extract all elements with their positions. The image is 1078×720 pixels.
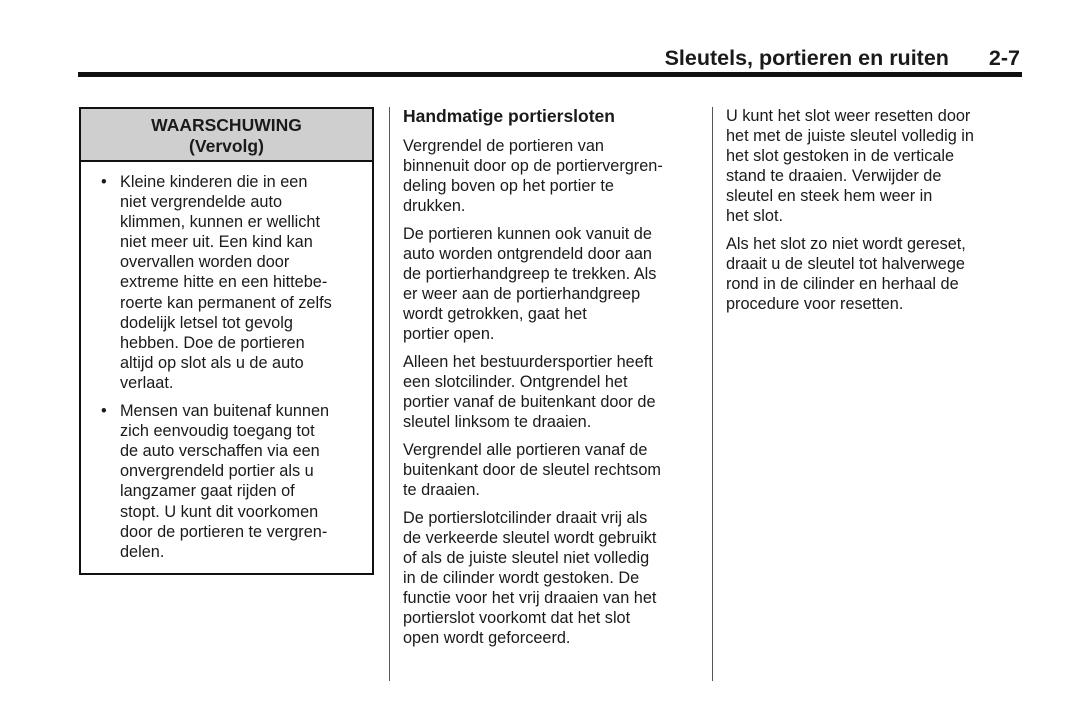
text-line: Als het slot zo niet wordt gereset,	[726, 235, 966, 253]
page-number: 2-7	[988, 46, 1020, 70]
text-line: sleutel linksom te draaien.	[403, 413, 592, 431]
text-line: portier vanaf de buitenkant door de	[403, 393, 656, 411]
column-3	[726, 106, 974, 322]
text-line: er weer aan de portierhandgreep	[403, 285, 641, 303]
text-line: het slot gestoken in de verticale	[726, 147, 955, 165]
text-line: sleutel en steek hem weer in	[726, 187, 933, 205]
warning-list-item	[81, 401, 372, 562]
section-title: Sleutels, portieren en ruiten	[664, 46, 949, 70]
column-divider	[712, 107, 713, 681]
section-heading: Handmatige portiersloten	[403, 106, 615, 126]
text-line: Alleen het bestuurdersportier heeft	[403, 353, 653, 371]
text-line: rond in de cilinder en herhaal de	[726, 275, 959, 293]
text-line: buitenkant door de sleutel rechtsom	[403, 461, 661, 479]
warning-list-item	[81, 172, 372, 393]
warning-header	[81, 109, 372, 162]
paragraph	[403, 224, 663, 344]
page-header	[665, 46, 1020, 71]
paragraph	[403, 352, 663, 432]
warning-subtitle: (Vervolg)	[189, 136, 264, 156]
bullet-icon: •	[101, 173, 107, 191]
text-line: Vergrendel de portieren van	[403, 137, 604, 155]
text-line: overvallen worden door	[120, 253, 290, 272]
text-line: langzamer gaat rijden of	[120, 482, 295, 501]
text-line: deling boven op het portier te	[403, 177, 614, 195]
text-line: klimmen, kunnen er wellicht	[120, 213, 320, 232]
text-line: de auto verschaffen via een	[120, 442, 320, 461]
text-line: niet vergrendelde auto	[120, 193, 283, 212]
text-line: dodelijk letsel tot gevolg	[120, 313, 293, 332]
paragraph	[403, 440, 663, 500]
text-line: verlaat.	[120, 373, 174, 392]
text-line: Mensen van buitenaf kunnen	[120, 402, 330, 421]
text-line: De portierslotcilinder draait vrij als	[403, 509, 648, 527]
text-line: Kleine kinderen die in een	[120, 173, 308, 191]
warning-list	[81, 162, 372, 562]
paragraph	[726, 106, 974, 226]
text-line: in de cilinder wordt gestoken. De	[403, 569, 640, 587]
column-2	[403, 106, 663, 656]
text-line: portier open.	[403, 325, 495, 343]
text-line: binnenuit door op de portiervergren-	[403, 157, 663, 175]
text-line: het slot.	[726, 207, 784, 225]
text-line: draait u de sleutel tot halverwege	[726, 255, 965, 273]
text-line: procedure voor resetten.	[726, 295, 904, 313]
text-line: het met de juiste sleutel volledig in	[726, 127, 974, 145]
text-line: open wordt geforceerd.	[403, 629, 571, 647]
text-line: een slotcilinder. Ontgrendel het	[403, 373, 628, 391]
text-line: hebben. Doe de portieren	[120, 333, 305, 352]
column-divider	[389, 107, 390, 681]
bullet-icon: •	[101, 402, 107, 421]
text-line: de portierhandgreep te trekken. Als	[403, 265, 657, 283]
warning-title: WAARSCHUWING	[151, 115, 302, 135]
text-line: zich eenvoudig toegang tot	[120, 422, 315, 441]
text-line: delen.	[120, 542, 165, 561]
text-line: door de portieren te vergren-	[120, 522, 328, 541]
text-line: altijd op slot als u de auto	[120, 353, 304, 372]
text-line: onvergrendeld portier als u	[120, 462, 314, 481]
text-line: functie voor het vrij draaien van het	[403, 589, 657, 607]
text-line: auto worden ontgrendeld door aan	[403, 245, 652, 263]
text-line: wordt getrokken, gaat het	[403, 305, 587, 323]
text-line: of als de juiste sleutel niet volledig	[403, 549, 650, 567]
text-line: niet meer uit. Een kind kan	[120, 233, 313, 252]
text-line: De portieren kunnen ook vanuit de	[403, 225, 652, 243]
text-line: stand te draaien. Verwijder de	[726, 167, 942, 185]
text-line: portierslot voorkomt dat het slot	[403, 609, 631, 627]
header-rule	[78, 72, 1022, 77]
paragraph	[403, 136, 663, 216]
column-3-body	[726, 106, 974, 314]
warning-box	[79, 107, 374, 575]
text-line: extreme hitte en een hittebe-	[120, 273, 328, 292]
paragraph	[726, 234, 974, 314]
text-line: te draaien.	[403, 481, 480, 499]
column-2-body	[403, 136, 663, 648]
text-line: de verkeerde sleutel wordt gebruikt	[403, 529, 657, 547]
text-line: U kunt het slot weer resetten door	[726, 107, 971, 125]
text-line: stopt. U kunt dit voorkomen	[120, 502, 319, 521]
text-line: roerte kan permanent of zelfs	[120, 293, 332, 312]
text-line: Vergrendel alle portieren vanaf de	[403, 441, 648, 459]
text-line: drukken.	[403, 197, 466, 215]
paragraph	[403, 508, 663, 648]
